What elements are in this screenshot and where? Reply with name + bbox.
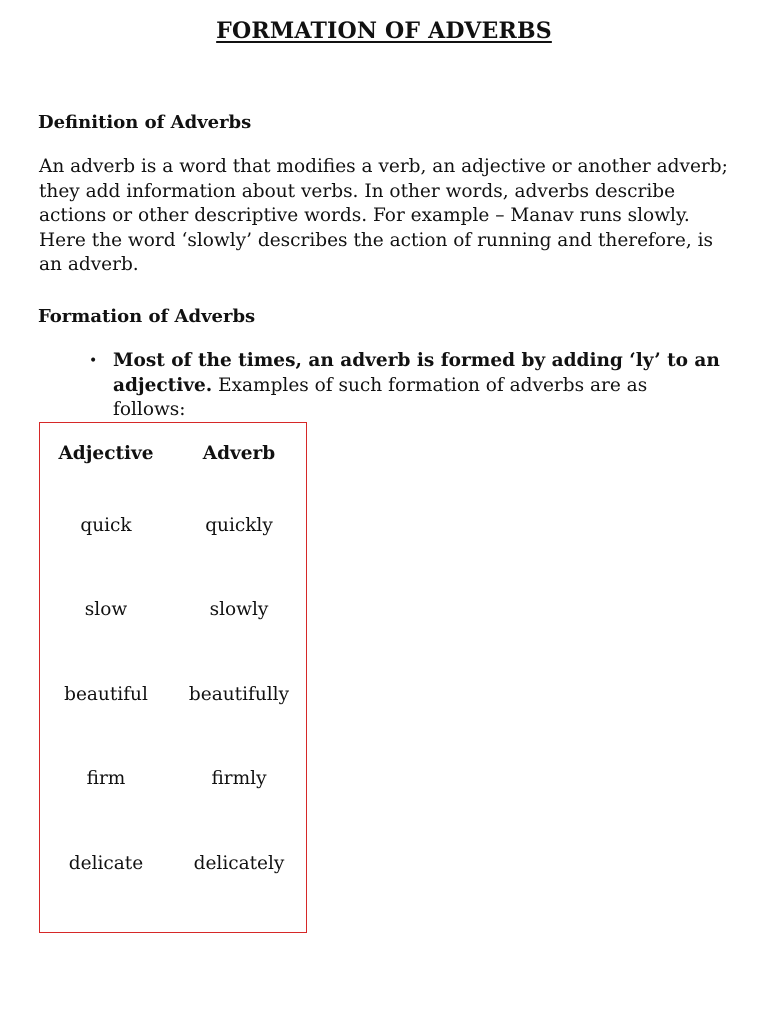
definition-paragraph: An adverb is a word that modifies a verb, an adjective or another adverb; they add information about verbs. In other words, adverbs describe actions or other descriptive words. For example – Manav runs slowly. Here the word ‘slowly’ describes the action of running and therefore, is an adverb. [39,156,728,275]
adjective-cell: quick [80,514,132,536]
formation-heading: Formation of Adverbs [38,306,256,327]
table-row [40,737,306,822]
table-row [40,568,306,653]
adjective-cell: beautiful [64,683,148,705]
bullet-text: Examples of such formation of adverbs are as follows: [113,374,648,420]
adjective-cell: delicate [68,852,144,874]
adjective-cell: firm [86,768,126,790]
page-title: FORMATION OF ADVERBS [216,18,552,44]
adverb-table-box [39,422,307,933]
bullet-bold-text: Most of the times, an adverb is formed by adding ‘ly’ to an adjective. [113,350,720,396]
bullet-icon: • [89,353,98,369]
adverb-cell: quickly [205,514,273,536]
adverb-cell: firmly [211,768,267,790]
definition-heading: Definition of Adverbs [38,112,252,133]
adverb-column-header: Adverb [202,442,276,464]
table-row [40,652,306,737]
formation-bullet-list [89,349,723,423]
table-row [40,821,306,906]
list-item [89,349,723,423]
adjective-column-header: Adjective [58,442,154,464]
adverb-cell: delicately [193,852,285,874]
table-row [40,483,306,568]
adverb-table [40,423,306,906]
adverb-cell: beautifully [188,683,290,705]
adjective-cell: slow [84,599,128,621]
table-header-row [40,423,306,483]
adverb-cell: slowly [209,599,269,621]
